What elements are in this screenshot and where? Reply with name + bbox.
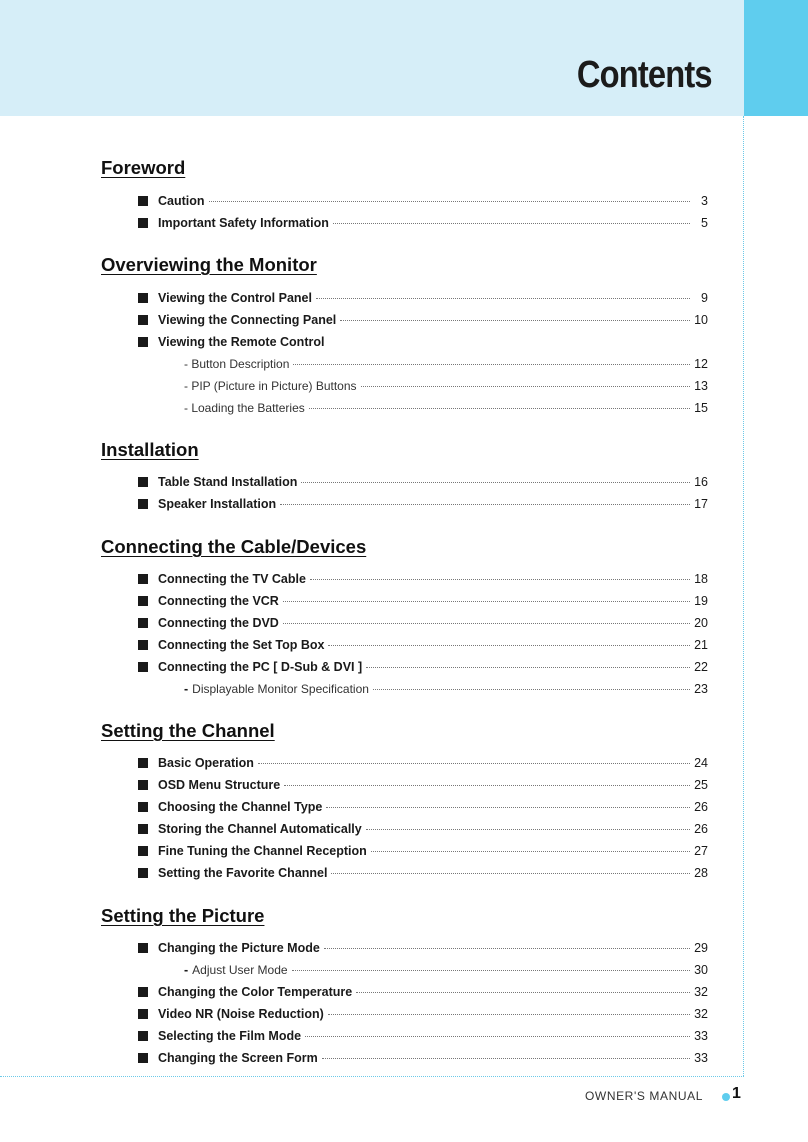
bullet-icon [138,499,148,509]
toc-entry[interactable]: Setting the Favorite Channel 28 [138,863,708,883]
page-number: 33 [694,1029,708,1043]
toc-entry[interactable]: OSD Menu Structure 25 [138,775,708,795]
page-number: 32 [694,985,708,999]
page-number: 15 [694,401,708,415]
bullet-icon [138,824,148,834]
page-number: 28 [694,866,708,880]
toc-entry[interactable]: Caution 3 [138,191,708,211]
page-number: 16 [694,475,708,489]
page-number: 23 [694,682,708,696]
section-heading-channel[interactable]: Setting the Channel [101,720,275,741]
bullet-icon [138,987,148,997]
page-number: 29 [694,941,708,955]
toc-entry[interactable]: Connecting the PC [ D-Sub & DVI ] 22 [138,657,708,677]
page-title: Contents [577,54,712,96]
page-number: 24 [694,756,708,770]
toc-subentry[interactable]: - Button Description 12 [184,354,708,374]
bullet-icon [138,943,148,953]
toc-subentry[interactable]: - Displayable Monitor Specification 23 [184,679,708,699]
toc-entry[interactable]: Choosing the Channel Type 26 [138,797,708,817]
page-number: 22 [694,660,708,674]
page-number: 18 [694,572,708,586]
dash-marker: - [184,682,189,696]
toc-entry[interactable]: Changing the Color Temperature 32 [138,982,708,1002]
bullet-icon [138,780,148,790]
bullet-icon [138,1031,148,1041]
bullet-icon [138,574,148,584]
bullet-icon [138,1053,148,1063]
section-heading-connecting[interactable]: Connecting the Cable/Devices [101,536,367,557]
bullet-icon [138,196,148,206]
footer-dot-icon [722,1093,730,1101]
page-number: 26 [694,822,708,836]
page-number: 12 [694,357,708,371]
page-number: 27 [694,844,708,858]
toc-subentry[interactable]: - Adjust User Mode 30 [184,960,708,980]
toc-entry[interactable]: Changing the Screen Form 33 [138,1048,708,1068]
bullet-icon [138,315,148,325]
page-number: 26 [694,800,708,814]
toc-entry[interactable]: Viewing the Remote Control [138,332,708,352]
dash-marker: - [184,963,189,977]
bullet-icon [138,1009,148,1019]
page-number: 20 [694,616,708,630]
toc-entry[interactable]: Connecting the TV Cable 18 [138,569,708,589]
footer-divider [0,1076,744,1077]
section-heading-foreword[interactable]: Foreword [101,157,186,178]
toc-subentry[interactable]: - PIP (Picture in Picture) Buttons 13 [184,376,708,396]
page-number: 32 [694,1007,708,1021]
section-heading-overviewing[interactable]: Overviewing the Monitor [101,254,317,275]
page-number: 5 [701,216,708,230]
toc-entry[interactable]: Viewing the Control Panel 9 [138,288,708,308]
page-number: 30 [694,963,708,977]
toc-entry[interactable]: Connecting the Set Top Box 21 [138,635,708,655]
bullet-icon [138,846,148,856]
section-heading-installation[interactable]: Installation [101,439,199,460]
bullet-icon [138,477,148,487]
toc-entry[interactable]: Selecting the Film Mode 33 [138,1026,708,1046]
toc-entry[interactable]: Viewing the Connecting Panel 10 [138,310,708,330]
toc-entry[interactable]: Table Stand Installation 16 [138,472,708,492]
toc-entry[interactable]: Storing the Channel Automatically 26 [138,819,708,839]
page-number: 13 [694,379,708,393]
section-heading-picture[interactable]: Setting the Picture [101,905,265,926]
toc-entry[interactable]: Speaker Installation 17 [138,494,708,514]
footer-manual-label: OWNER'S MANUAL [584,1089,703,1103]
bullet-icon [138,618,148,628]
bullet-icon [138,596,148,606]
bullet-icon [138,640,148,650]
toc-entry[interactable]: Connecting the DVD 20 [138,613,708,633]
footer-page-number: 1 [732,1085,741,1102]
toc-entry[interactable]: Basic Operation 24 [138,753,708,773]
bullet-icon [138,293,148,303]
bullet-icon [138,758,148,768]
page-number: 17 [694,497,708,511]
toc-entry[interactable]: Important Safety Information 5 [138,213,708,233]
bullet-icon [138,868,148,878]
toc-entry[interactable]: Video NR (Noise Reduction) 32 [138,1004,708,1024]
page-number: 3 [701,194,708,208]
page-number: 19 [694,594,708,608]
page-number: 10 [694,313,708,327]
page-number: 33 [694,1051,708,1065]
page-number: 25 [694,778,708,792]
bullet-icon [138,337,148,347]
bullet-icon [138,662,148,672]
bullet-icon [138,218,148,228]
page-number: 21 [694,638,708,652]
page-number: 9 [701,291,708,305]
toc-entry[interactable]: Fine Tuning the Channel Reception 27 [138,841,708,861]
bullet-icon [138,802,148,812]
toc-entry[interactable]: Changing the Picture Mode 29 [138,938,708,958]
toc-entry[interactable]: Connecting the VCR 19 [138,591,708,611]
toc-subentry[interactable]: - Loading the Batteries 15 [184,398,708,418]
